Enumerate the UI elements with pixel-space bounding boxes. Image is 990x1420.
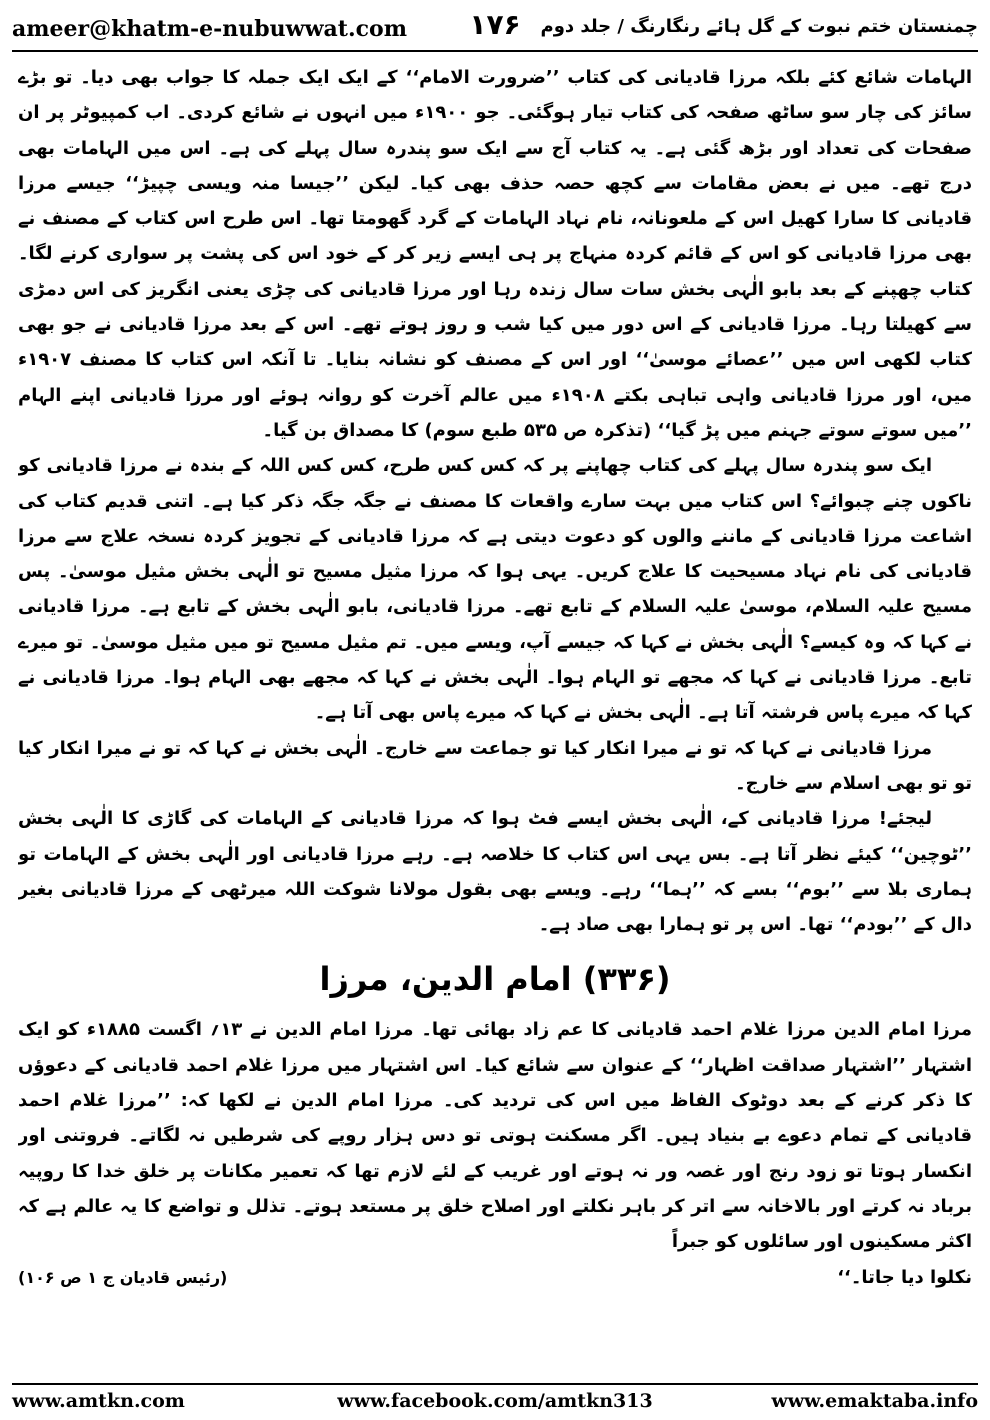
footer-link-amtkn[interactable]: www.amtkn.com xyxy=(12,1390,185,1412)
header-divider xyxy=(12,50,978,52)
page-header xyxy=(12,8,978,48)
paragraph: ایک سو پندرہ سال پہلے کی کتاب چھاپنے پر کہ کس کس طرح، کس کس اللہ کے بندہ نے مرزا قادیانی کو ناکوں چنے چبوائے؟ اس کتاب میں بہت سارے واقعات کا مصنف نے جگہ جگہ ذکر کیا ہے۔ اتنی قدیم کتاب کی اشاعت مرزا قادیانی کے ماننے والوں کو دعوت دیتی ہے کہ مرزا قادیانی کے تجویز کردہ نسخہ علاج سے مرزا قادیانی کی نام نہاد مسیحیت کا علاج کریں۔ یہی ہوا کہ مرزا مثیل مسیح تو الٰہی بخش مثیل موسیٰ۔ پس مسیح علیہ السلام، موسیٰ علیہ السلام کے تابع تھے۔ مرزا قادیانی، بابو الٰہی بخش کے تابع ہے۔ مرزا قادیانی نے کہا کہ وہ کیسے؟ الٰہی بخش نے کہا کہ جیسے آپ، ویسے میں۔ تم مثیل مسیح تو میں مثیل موسیٰ۔ تو میرے تابع۔ مرزا قادیانی نے کہا کہ مجھے تو الہام ہوا۔ الٰہی بخش نے کہا کہ مجھے بھی الہام ہوا۔ مرزا قادیانی نے کہا کہ میرے پاس فرشتہ آتا ہے۔ الٰہی بخش نے کہا کہ میرے پاس بھی آتا ہے۔ xyxy=(18,455,972,724)
footer-link-emaktaba[interactable]: www.emaktaba.info xyxy=(771,1390,978,1412)
paragraph: مرزا امام الدین مرزا غلام احمد قادیانی کا عم زاد بھائی تھا۔ مرزا امام الدین نے ۱۳؍ اگست ۱۸۸۵ء کو ایک اشتہار ’’اشتہار صداقت اظہار‘‘ کے عنوان سے شائع کیا۔ اس اشتہار میں مرزا غلام احمد قادیانی کے دعوؤں کا ذکر کرنے کے بعد دوٹوک الفاظ میں اس کی تردید کی۔ مرزا امام الدین نے لکھا کہ: ’’مرزا غلام احمد قادیانی کے تمام دعوے بے بنیاد ہیں۔ اگر مسکنت ہوتی تو دس ہزار روپے کی شرطیں نہ لگاتے۔ فروتنی اور انکسار ہوتا تو زود رنج اور غصہ ور نہ ہوتے اور غریب کے لئے لازم تھا کہ تعمیر مکانات پر خلق خدا کا روپیہ برباد نہ کرتے اور بالاخانہ سے اتر کر باہر نکلتے اور اصلاح خلق پر مستعد ہوتے۔ تذلل و تواضع کا یہ عالم ہے کہ اکثر مسکینوں اور سائلوں کو جبراً xyxy=(18,1019,972,1253)
last-line-row xyxy=(18,1260,972,1295)
book-title: چمنستان ختم نبوت کے گل ہائے رنگارنگ / جلد دوم xyxy=(540,16,978,37)
header-email[interactable]: ameer@khatm-e-nubuwwat.com xyxy=(12,16,407,42)
paragraph: الہامات شائع کئے بلکہ مرزا قادیانی کی کتاب ’’ضرورت الامام‘‘ کے ایک ایک جملہ کا جواب بھی دیا۔ تو بڑے سائز کی چار سو ساٹھ صفحہ کی کتاب تیار ہوگئی۔ جو ۱۹۰۰ء میں انہوں نے شائع کردی۔ اب کمپیوٹر پر ان صفحات کی تعداد اور بڑھ گئی ہے۔ یہ کتاب آج سے ایک سو پندرہ سال پہلے کی ہے۔ اس میں الہامات بھی درج تھے۔ میں نے بعض مقامات سے کچھ حصہ حذف بھی کیا۔ لیکن ’’جیسا منہ ویسی چپیڑ‘‘ جیسے مرزا قادیانی کا سارا کھیل اس کے ملعونانہ، نام نہاد الہامات کے گرد گھومتا تھا۔ اس طرح اس کتاب کے مصنف نے بھی مرزا قادیانی کو اس کے قائم کردہ منہاج پر ہی ایسے زیر کر کے خود اس کی پشت پر سواری کرنے لگا۔ کتاب چھپنے کے بعد بابو الٰہی بخش سات سال زندہ رہا اور مرزا قادیانی کی چڑی یعنی انگریز کی اس دمڑی سے کھیلتا رہا۔ مرزا قادیانی کے اس دور میں کیا شب و روز ہوتے تھے۔ اس کے بعد مرزا قادیانی نے جو بھی کتاب لکھی اس میں ’’عصائے موسیٰ‘‘ اور اس کے مصنف کو نشانہ بنایا۔ تا آنکہ اس کتاب کا مصنف ۱۹۰۷ء میں، اور مرزا قادیانی واہی تباہی بکتے ۱۹۰۸ء میں عالم آخرت کو روانہ ہوئے اور مرزا قادیانی اپنے الہام ’’میں سوتے سوتے جہنم میں پڑ گیا‘‘ (تذکرہ ص ۵۳۵ طبع سوم) کا مصداق بن گیا۔ xyxy=(18,67,972,441)
section-heading: (۳۳۶) امام الدین، مرزا xyxy=(319,960,671,999)
footer-link-facebook[interactable]: www.facebook.com/amtkn313 xyxy=(337,1390,653,1412)
paragraph: لیجئے! مرزا قادیانی کے، الٰہی بخش ایسے فٹ ہوا کہ مرزا قادیانی کے الہامات کی گاڑی کا الٰہی بخش ’’ٹوچین‘‘ کیئے نظر آتا ہے۔ بس یہی اس کتاب کا خلاصہ ہے۔ رہے مرزا قادیانی اور الٰہی بخش کے الہامات تو ہماری بلا سے ’’بوم‘‘ بسے کہ ’’ہما‘‘ رہے۔ ویسے بھی بقول مولانا شوکت اللہ میرٹھی کے مرزا قادیانی بغیر دال کے ’’بودم‘‘ تھا۔ اس پر تو ہمارا بھی صاد ہے۔ xyxy=(18,808,972,936)
page-number: ۱۷۶ xyxy=(469,8,521,41)
paragraph: مرزا قادیانی نے کہا کہ تو نے میرا انکار کیا تو جماعت سے خارج۔ الٰہی بخش نے کہا کہ تو نے میرا انکار کیا تو تو بھی اسلام سے خارج۔ xyxy=(18,737,972,794)
page-footer xyxy=(12,1390,978,1416)
footer-divider xyxy=(12,1383,978,1385)
last-line: نکلوا دیا جاتا۔‘‘ xyxy=(837,1266,972,1288)
citation: (رئیس قادیان ج ۱ ص ۱۰۶) xyxy=(18,1267,228,1287)
main-text xyxy=(18,60,972,1380)
